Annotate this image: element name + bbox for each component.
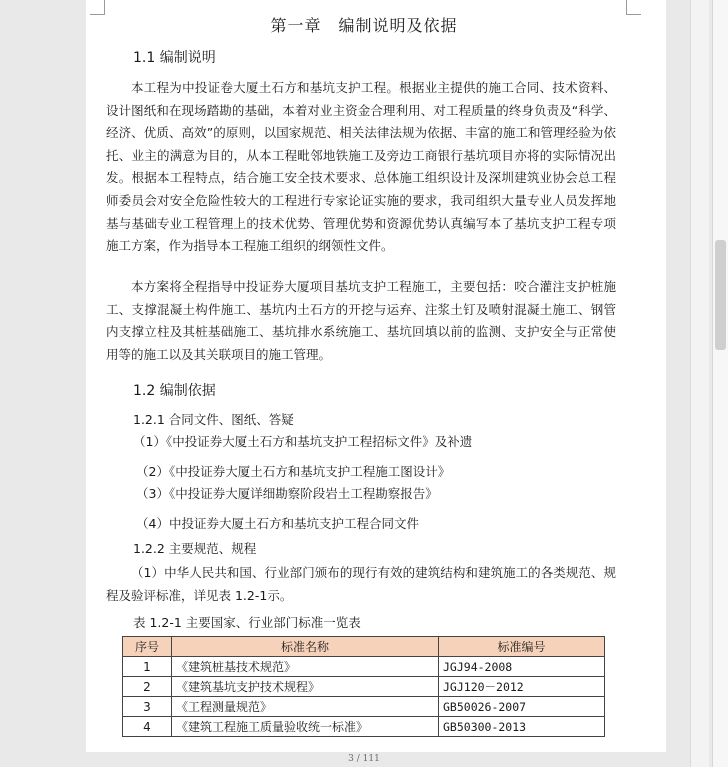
header-cell-index: 序号 — [123, 637, 172, 657]
table-row — [123, 697, 605, 717]
section-heading-1-2: 1.2 编制依据 — [133, 383, 216, 399]
subsection-1-2-2: 1.2.2 主要规范、规程 — [133, 541, 257, 556]
list-item: （2）《中投证券大厦土石方和基坑支护工程施工图设计》 — [136, 464, 451, 479]
list-item: （4）中投证券大厦土石方和基坑支护工程合同文件 — [136, 516, 419, 531]
paragraph-standards: （1）中华人民共和国、行业部门颁布的现行有效的建筑结构和建筑施工的各类规范、规程及验评标准，详见表 1.2-1示。 — [106, 565, 616, 603]
header-cell-code: 标准编号 — [439, 637, 605, 657]
subsection-1-2-1: 1.2.1 合同文件、图纸、答疑 — [133, 412, 294, 427]
cell-code: JGJ94-2008 — [439, 657, 605, 677]
cell-code: GB50300-2013 — [439, 717, 605, 737]
cell-index: 3 — [123, 697, 172, 717]
cell-code: GB50026-2007 — [439, 697, 605, 717]
cell-name: 《建筑工程施工质量验收统一标准》 — [172, 717, 439, 737]
paragraph-description-2: 本方案将全程指导中投证券大厦项目基坑支护工程施工，主要包括：咬合灌注支护桩施工、支撑混凝土构件施工、基坑内土石方的开挖与运弃、注浆土钉及喷射混凝土施工、钢管内支撑立柱及其桩基础施工、基坑排水系统施工、基坑回填以前的监测、支护安全与正常使用等的施工以及其关联项目的施工管理。 — [106, 279, 616, 362]
vertical-scrollbar[interactable] — [712, 0, 728, 767]
table-header-row — [123, 637, 605, 657]
table-row — [123, 657, 605, 677]
chapter-title: 第一章 编制说明及依据 — [270, 16, 458, 35]
cell-index: 1 — [123, 657, 172, 677]
cell-index: 4 — [123, 717, 172, 737]
cell-index: 2 — [123, 677, 172, 697]
cell-name: 《工程测量规范》 — [172, 697, 439, 717]
list-item: （1）《中投证券大厦土石方和基坑支护工程招标文件》及补遗 — [133, 434, 473, 449]
scrollbar-thumb[interactable] — [715, 240, 726, 350]
section-heading-1-1: 1.1 编制说明 — [133, 50, 216, 66]
list-item: （3）《中投证券大厦详细勘察阶段岩土工程勘察报告》 — [136, 486, 438, 501]
table-row — [123, 677, 605, 697]
cell-code: JGJ120－2012 — [439, 677, 605, 697]
table-caption: 表 1.2-1 主要国家、行业部门标准一览表 — [133, 615, 361, 630]
header-cell-name: 标准名称 — [172, 637, 439, 657]
cell-name: 《建筑桩基技术规范》 — [172, 657, 439, 677]
page-number: 3 / 111 — [348, 754, 380, 764]
viewer-side-panel — [690, 0, 709, 767]
table-row — [123, 717, 605, 737]
paragraph-description-1: 本工程为中投证卷大厦土石方和基坑支护工程。根据业主提供的施工合同、技术资料、设计图纸和在现场踏勘的基础，本着对业主资金合理利用、对工程质量的终身负责及“科学、经济、优质、高效”的原则，以国家规范、相关法律法规为依据、丰富的施工和管理经验为依托、业主的满意为目的，从本工程毗邻地铁施工及旁边工商银行基坑项目亦将的实际情况出发。根据本工程特点，结合施工安全技术要求、总体施工组织设计及深圳建筑业协会总工程师委员会对安全危险性较大的工程进行专家论证实施的要求，我司组织大量专业人员发挥地基与基础专业工程管理上的技术优势、管理优势和资源优势认真编写本了基坑支护工程专项施工方案，作为指导本工程施工组织的纲领性文件。 — [106, 80, 616, 254]
cell-name: 《建筑基坑支护技术规程》 — [172, 677, 439, 697]
standards-table — [122, 636, 605, 737]
